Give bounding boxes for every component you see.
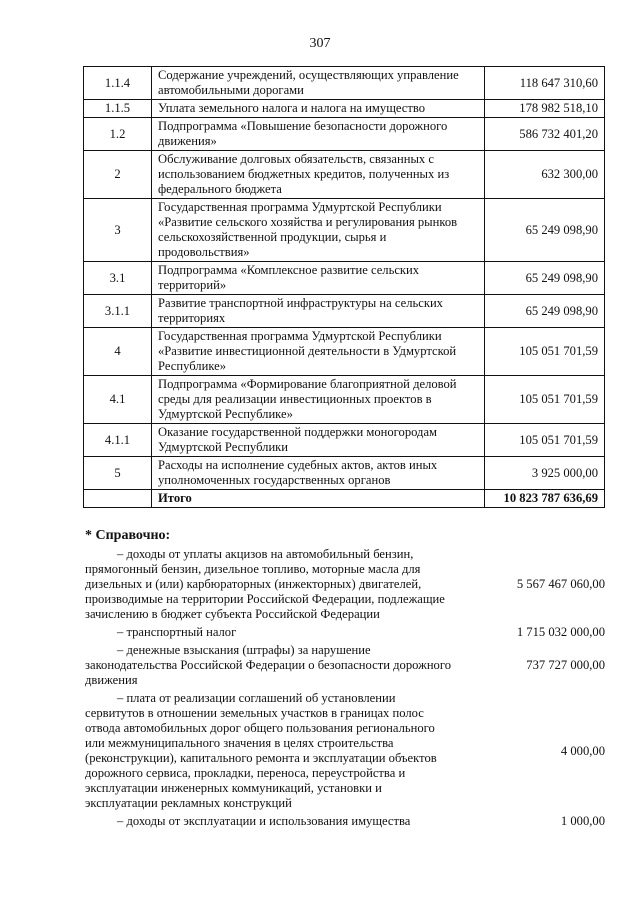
reference-amount: 737 727 000,00 bbox=[526, 658, 605, 672]
row-name: Государственная программа Удмуртской Республики «Развитие сельского хозяйства и регулирования рынков сельскохозяйственной продукции, сырья и продовольствия» bbox=[152, 199, 485, 262]
budget-table bbox=[83, 66, 605, 508]
row-name: Обслуживание долговых обязательств, связанных с использованием бюджетных кредитов, полученных из федерального бюджета bbox=[152, 151, 485, 199]
row-code: 1.1.5 bbox=[84, 100, 152, 118]
table-row bbox=[84, 376, 605, 424]
budget-table-body bbox=[84, 67, 605, 508]
row-code: 3.1 bbox=[84, 262, 152, 295]
table-row bbox=[84, 262, 605, 295]
reference-item bbox=[85, 643, 605, 688]
reference-text bbox=[85, 814, 455, 829]
row-name: Подпрограмма «Формирование благоприятной деловой среды для реализации инвестиционных проектов в Удмуртской Республике» bbox=[152, 376, 485, 424]
row-code: 2 bbox=[84, 151, 152, 199]
row-amount: 118 647 310,60 bbox=[485, 67, 605, 100]
reference-section bbox=[85, 528, 605, 832]
row-amount: 632 300,00 bbox=[485, 151, 605, 199]
total-label: Итого bbox=[152, 490, 485, 508]
reference-item bbox=[85, 547, 605, 622]
table-row bbox=[84, 199, 605, 262]
reference-amount: 4 000,00 bbox=[560, 743, 605, 758]
row-name: Подпрограмма «Повышение безопасности дорожного движения» bbox=[152, 118, 485, 151]
row-name: Расходы на исполнение судебных актов, актов иных уполномоченных государственных органов bbox=[152, 457, 485, 490]
reference-text-first: – денежные взыскания (штрафы) за нарушение bbox=[117, 643, 371, 657]
row-amount: 65 249 098,90 bbox=[485, 262, 605, 295]
reference-text-first: – плата от реализации соглашений об установлении bbox=[117, 691, 396, 705]
reference-item bbox=[85, 814, 605, 829]
reference-list bbox=[85, 547, 605, 829]
reference-text-first: – доходы от эксплуатации и использования имущества bbox=[117, 814, 411, 828]
reference-item bbox=[85, 625, 605, 640]
row-amount: 3 925 000,00 bbox=[485, 457, 605, 490]
reference-amount: 5 567 467 060,00 bbox=[516, 577, 605, 591]
table-row bbox=[84, 295, 605, 328]
table-row bbox=[84, 424, 605, 457]
reference-text bbox=[85, 643, 455, 688]
row-amount: 65 249 098,90 bbox=[485, 199, 605, 262]
total-row bbox=[84, 490, 605, 508]
row-code: 1.2 bbox=[84, 118, 152, 151]
row-amount: 586 732 401,20 bbox=[485, 118, 605, 151]
reference-title: * Справочно: bbox=[85, 528, 171, 543]
row-name: Содержание учреждений, осуществляющих управление автомобильными дорогами bbox=[152, 67, 485, 100]
table-row bbox=[84, 328, 605, 376]
row-name: Государственная программа Удмуртской Республики «Развитие инвестиционной деятельности в Удмуртской Республике» bbox=[152, 328, 485, 376]
reference-text-first: – доходы от уплаты акцизов на автомобильный бензин, bbox=[117, 547, 414, 561]
table-row bbox=[84, 118, 605, 151]
reference-text bbox=[85, 625, 455, 640]
table-row bbox=[84, 67, 605, 100]
row-code: 1.1.4 bbox=[84, 67, 152, 100]
row-name: Развитие транспортной инфраструктуры на сельских территориях bbox=[152, 295, 485, 328]
row-code: 3 bbox=[84, 199, 152, 262]
reference-amount: 1 715 032 000,00 bbox=[516, 625, 605, 639]
row-code: 4.1.1 bbox=[84, 424, 152, 457]
reference-text bbox=[85, 547, 455, 622]
page-number: 307 bbox=[309, 36, 331, 51]
row-code: 4.1 bbox=[84, 376, 152, 424]
row-code: 3.1.1 bbox=[84, 295, 152, 328]
row-name: Уплата земельного налога и налога на имущество bbox=[152, 100, 485, 118]
row-amount: 105 051 701,59 bbox=[485, 424, 605, 457]
total-amount: 10 823 787 636,69 bbox=[485, 490, 605, 508]
row-amount: 65 249 098,90 bbox=[485, 295, 605, 328]
reference-text-rest: законодательства Российской Федерации о безопасности дорожного движения bbox=[85, 658, 452, 687]
reference-text-rest: сервитутов в отношении земельных участков в границах полос отвода автомобильных дорог общего пользования регионального или межмуниципального значения в целях строительства (реконструкции), капитального ремонта и эксплуатации объектов дорожного сервиса, прокладки, переноса, переустройства и эксплуатации инженерных коммуникаций, установки и эксплуатации рекламных конструкций bbox=[85, 706, 437, 810]
reference-item bbox=[85, 691, 605, 811]
row-name: Оказание государственной поддержки моногородам Удмуртской Республики bbox=[152, 424, 485, 457]
reference-text bbox=[85, 691, 455, 811]
reference-text-rest: прямогонный бензин, дизельное топливо, моторные масла для дизельных и (или) карбюраторных (инжекторных) двигателей, производимые на территории Российской Федерации, подлежащие зачислению в бюджет субъекта Российской Федерации bbox=[85, 562, 445, 621]
table-row bbox=[84, 151, 605, 199]
table-row bbox=[84, 457, 605, 490]
reference-text-first: – транспортный налог bbox=[117, 625, 237, 639]
row-code: 5 bbox=[84, 457, 152, 490]
reference-amount: 1 000,00 bbox=[560, 814, 605, 828]
row-amount: 105 051 701,59 bbox=[485, 376, 605, 424]
table-row bbox=[84, 100, 605, 118]
row-amount: 105 051 701,59 bbox=[485, 328, 605, 376]
row-code: 4 bbox=[84, 328, 152, 376]
total-code bbox=[84, 490, 152, 508]
row-name: Подпрограмма «Комплексное развитие сельских территорий» bbox=[152, 262, 485, 295]
row-amount: 178 982 518,10 bbox=[485, 100, 605, 118]
